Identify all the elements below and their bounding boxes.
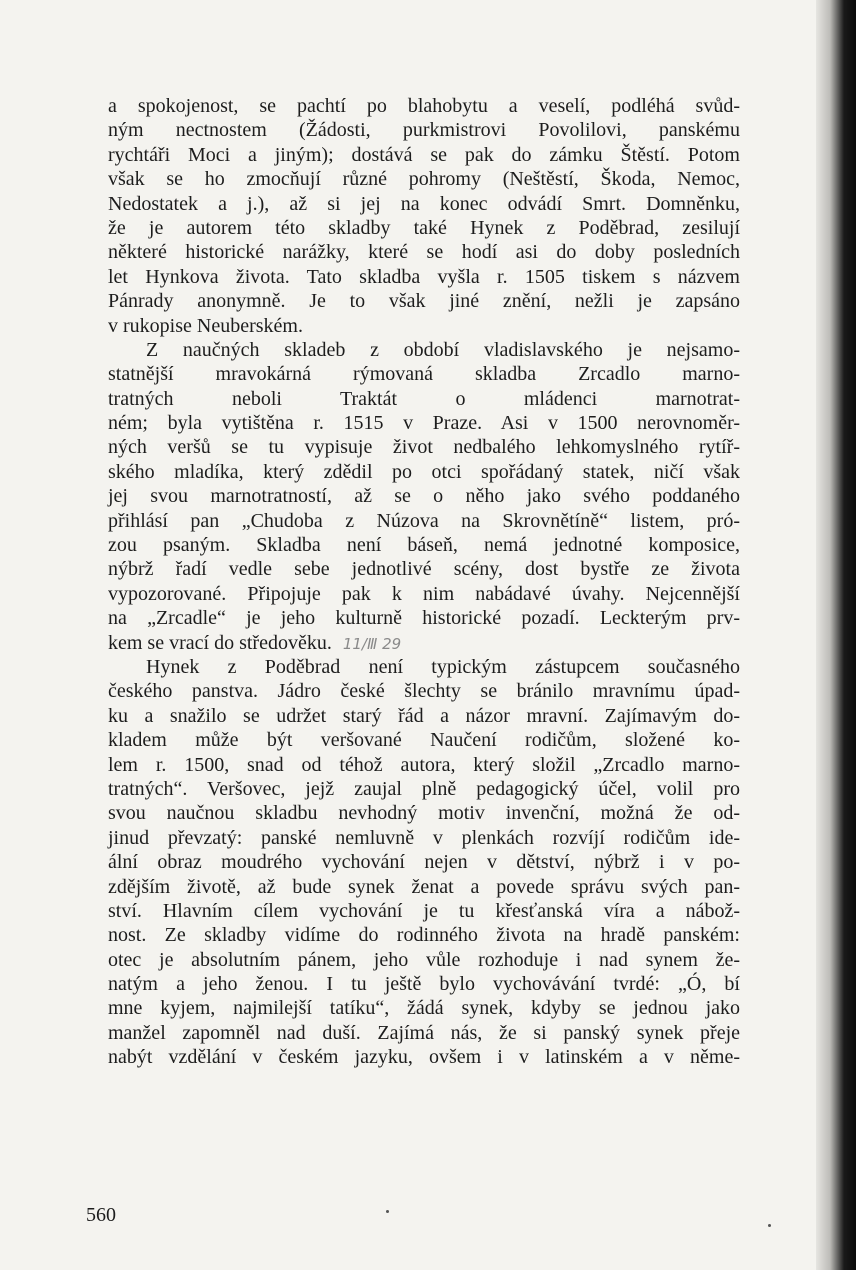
text-line: ném; byla vytištěna r. 1515 v Praze. Asi v 1500 nerovnoměr- <box>108 412 740 435</box>
text-line: nabýt vzdělání v českém jazyku, ovšem i v latinském a v něme- <box>108 1046 740 1069</box>
text-line: ského mladíka, který zdědil po otci spořádaný statek, ničí však <box>108 460 740 483</box>
text-line: kladem může být veršované Naučení rodičům, složené ko- <box>108 729 740 752</box>
text-line: a spokojenost, se pachtí po blahobytu a veselí, podléhá svůd- <box>108 95 740 117</box>
text-line: vypozorované. Připojuje pak k nim nabádavé úvahy. Nejcennější <box>108 582 740 605</box>
text-line: zou psaným. Skladba není báseň, nemá jednotné komposice, <box>108 534 740 557</box>
body-text <box>108 94 740 1070</box>
text-line: mne kyjem, najmilejší tatíku“, žádá synek, kdyby se jednou jako <box>108 997 740 1020</box>
text-line: nýbrž řadí vedle sebe jednotlivé scény, dost bystře ze života <box>108 558 740 581</box>
text-line: lem r. 1500, snad od téhož autora, který složil „Zrcadlo marno- <box>108 753 740 776</box>
text-line: statnější mravokárná rýmovaná skladba Zrcadlo marno- <box>108 363 740 386</box>
text-line: let Hynkova života. Tato skladba vyšla r. 1505 tiskem s názvem <box>108 265 740 288</box>
text-line: rychtáři Moci a jiným); dostává se pak do zámku Štěstí. Potom <box>108 143 740 166</box>
text-line: ství. Hlavním cílem vychování je tu křesťanská víra a nábož- <box>108 899 740 922</box>
print-speck <box>386 1210 389 1213</box>
text-line: zdějším životě, až bude synek ženat a povede správu svých pan- <box>108 875 740 898</box>
text-line: ální obraz moudrého vychování nejen v dětství, nýbrž i v po- <box>108 851 740 874</box>
text-line: nost. Ze skladby vidíme do rodinného života na hradě panském: <box>108 924 740 947</box>
text-line: natým a jeho ženou. I tu ještě bylo vychovávání tvrdé: „Ó, bí <box>108 973 740 996</box>
text-line: ných veršů se tu vypisuje život nedbalého lehkomyslného rytíř- <box>108 436 740 459</box>
text-line: však se ho zmocňují různé pohromy (Neštěstí, Škoda, Nemoc, <box>108 168 740 191</box>
text-line: některé historické narážky, které se hodí asi do doby posledních <box>108 241 740 264</box>
text-line: kem se vrací do středověku. <box>108 631 332 654</box>
text-line: manžel zapomněl nad duší. Zajímá nás, že si panský synek přeje <box>108 1021 740 1044</box>
text-line: ným nectnostem (Žádosti, purkmistrovi Povolilovi, panskému <box>108 119 740 142</box>
text-line: jinud převzatý: panské nemluvně v plenkách rozvíjí rodičům ide- <box>108 826 740 849</box>
text-line: tratných neboli Traktát o mládenci marnotrat- <box>108 387 740 410</box>
text-line-with-note <box>108 631 740 655</box>
text-line: svou naučnou skladbu nevhodný motiv invenční, možná že od- <box>108 802 740 825</box>
text-line: Z naučných skladeb z období vladislavského je nejsamo- <box>146 338 740 361</box>
text-line: otec je absolutním pánem, jeho vůle rozhoduje i nad synem že- <box>108 948 740 971</box>
text-line: v rukopise Neuberském. <box>108 314 303 337</box>
text-line: Nedostatek a j.), až si jej na konec odvádí Smrt. Domněnku, <box>108 192 740 215</box>
print-speck <box>768 1224 771 1227</box>
text-line: přihlásí pan „Chudoba z Núzova na Skrovnětíně“ listem, pró- <box>108 509 740 532</box>
text-line: ku a snažilo se udržet starý řád a názor mravní. Zajímavým do- <box>108 704 740 727</box>
text-line: že je autorem této skladby také Hynek z Poděbrad, zesilují <box>108 216 740 239</box>
text-line: Hynek z Poděbrad není typickým zástupcem současného <box>146 655 740 678</box>
text-line: tratných“. Veršovec, jejž zaujal plně pedagogický účel, volil pro <box>108 777 740 800</box>
text-line: Pánrady anonymně. Je to však jiné znění, nežli je zapsáno <box>108 290 740 313</box>
page-edge-shadow <box>816 0 856 1270</box>
text-line: českého panstva. Jádro české šlechty se bránilo mravnímu úpad- <box>108 680 740 703</box>
text-line: na „Zrcadle“ je jeho kulturně historické pozadí. Leckterým prv- <box>108 607 740 630</box>
margin-note: 11/Ⅲ 29 <box>342 634 402 653</box>
page-number: 560 <box>86 1204 116 1226</box>
text-line: jej svou marnotratností, až se o něho jako svého poddaného <box>108 485 740 508</box>
